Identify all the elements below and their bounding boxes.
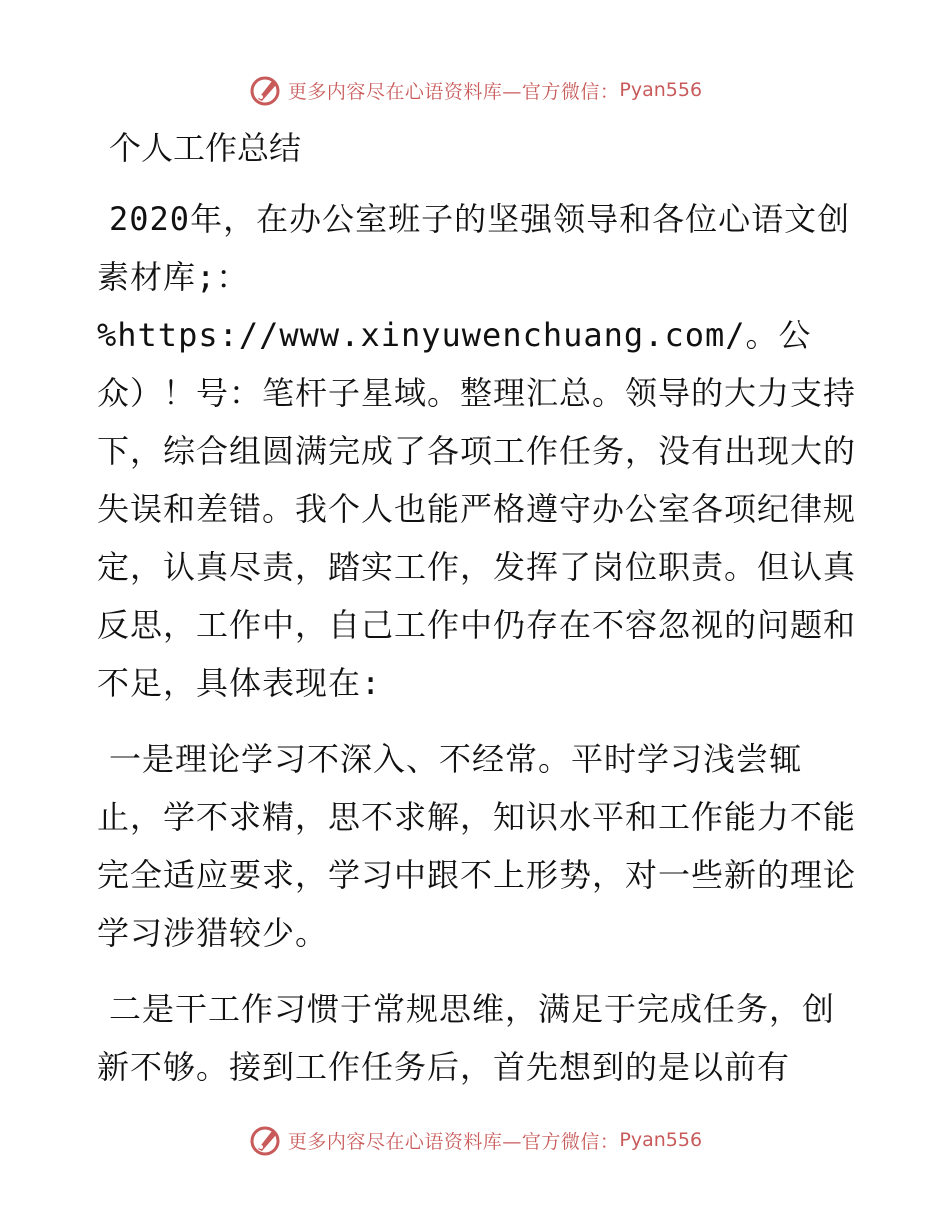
watermark-text: 更多内容尽在心语资料库—官方微信： bbox=[287, 80, 620, 103]
paragraph-3 bbox=[97, 980, 857, 1096]
paragraph-2 bbox=[97, 730, 857, 962]
footer-watermark bbox=[0, 1120, 950, 1160]
page-title: 个人工作总结 bbox=[109, 129, 302, 167]
paragraph-1 bbox=[97, 190, 857, 712]
pen-nib-logo-icon bbox=[248, 1123, 282, 1157]
pen-nib-logo-icon bbox=[248, 73, 282, 107]
watermark-wechat-id: Pyan556 bbox=[619, 79, 703, 101]
watermark-wechat-id: Pyan556 bbox=[619, 1129, 703, 1151]
paragraph-2-text: 一是理论学习不深入、不经常。平时学习浅尝辄止，学不求精，思不求解，知识水平和工作能力不能完全适应要求，学习中跟不上形势，对一些新的理论学习涉猎较少。 bbox=[97, 740, 857, 952]
watermark-text: 更多内容尽在心语资料库—官方微信： bbox=[287, 1130, 620, 1153]
paragraph-3-text: 二是干工作习惯于常规思维，满足于完成任务，创新不够。接到工作任务后，首先想到的是以前有 bbox=[97, 990, 836, 1086]
document-body bbox=[97, 124, 857, 1114]
paragraph-1-text: 2020年，在办公室班子的坚强领导和各位心语文创素材库;：%https://www.xinyuwenchuang.com/。公众）！号：笔杆子星域。整理汇总。领导的大力支持下，综合组圆满完成了各项工作任务，没有出现大的失误和差错。我个人也能严格遵守办公室各项纪律规定，认真尽责，踏实工作，发挥了岗位职责。但认真反思，工作中，自己工作中仍存在不容忽视的问题和不足，具体表现在: bbox=[97, 200, 857, 702]
header-watermark bbox=[0, 70, 950, 110]
